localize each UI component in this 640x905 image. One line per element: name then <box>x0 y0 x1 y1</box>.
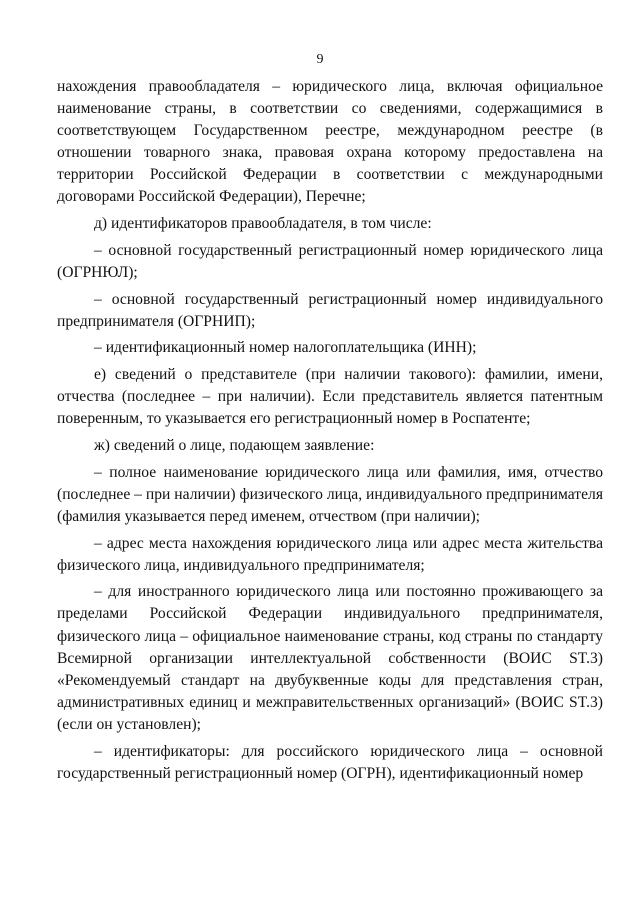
paragraph: ж) сведений о лице, подающем заявление: <box>94 436 375 454</box>
paragraph: е) сведений о представителе (при наличии такового): фамилии, имени, отчества (последнее – при наличии). Если представитель является патентным поверенным, то указывается его регистрационный номер в Роспатенте; <box>57 366 603 428</box>
paragraph: нахождения правообладателя – юридического лица, включая официальное наименование страны, в соответствии со сведениями, содержащимися в соответствующем Государственном реестре, международном реестре (в отношении товарного знака, правовая охрана которому предоставлена на территории Российской Федерации в соответствии с международными договорами Российской Федерации), Перечне; <box>57 78 603 206</box>
paragraph: – для иностранного юридического лица или постоянно проживающего за пределами Российской Федерации индивидуального предпринимателя, физического лица – официальное наименование страны, код страны по стандарту Всемирной организации интеллектуальной собственности (ВОИС ST.3) «Рекомендуемый стандарт на двубуквенные коды для представления стран, административных единиц и межправительственных организаций» (ВОИС ST.3) (если он установлен); <box>57 583 603 733</box>
paragraph: – полное наименование юридического лица или фамилия, имя, отчество (последнее – при наличии) физического лица, индивидуального предпринимателя (фамилия указывается перед именем, отчеством (при наличии); <box>57 463 603 525</box>
page-number: 9 <box>316 52 324 67</box>
paragraph: – идентификаторы: для российского юридического лица – основной государственный регистрационный номер (ОГРН), идентификационный номер <box>57 742 603 782</box>
paragraph: – основной государственный регистрационный номер индивидуального предпринимателя (ОГРНИП); <box>57 290 603 330</box>
paragraph: д) идентификаторов правообладателя, в том числе: <box>94 215 432 233</box>
body-text <box>57 76 603 789</box>
paragraph: – основной государственный регистрационный номер юридического лица (ОГРНЮЛ); <box>57 241 603 281</box>
paragraph: – идентификационный номер налогоплательщика (ИНН); <box>94 339 477 357</box>
paragraph: – адрес места нахождения юридического лица или адрес места жительства физического лица, индивидуального предпринимателя; <box>57 534 603 574</box>
